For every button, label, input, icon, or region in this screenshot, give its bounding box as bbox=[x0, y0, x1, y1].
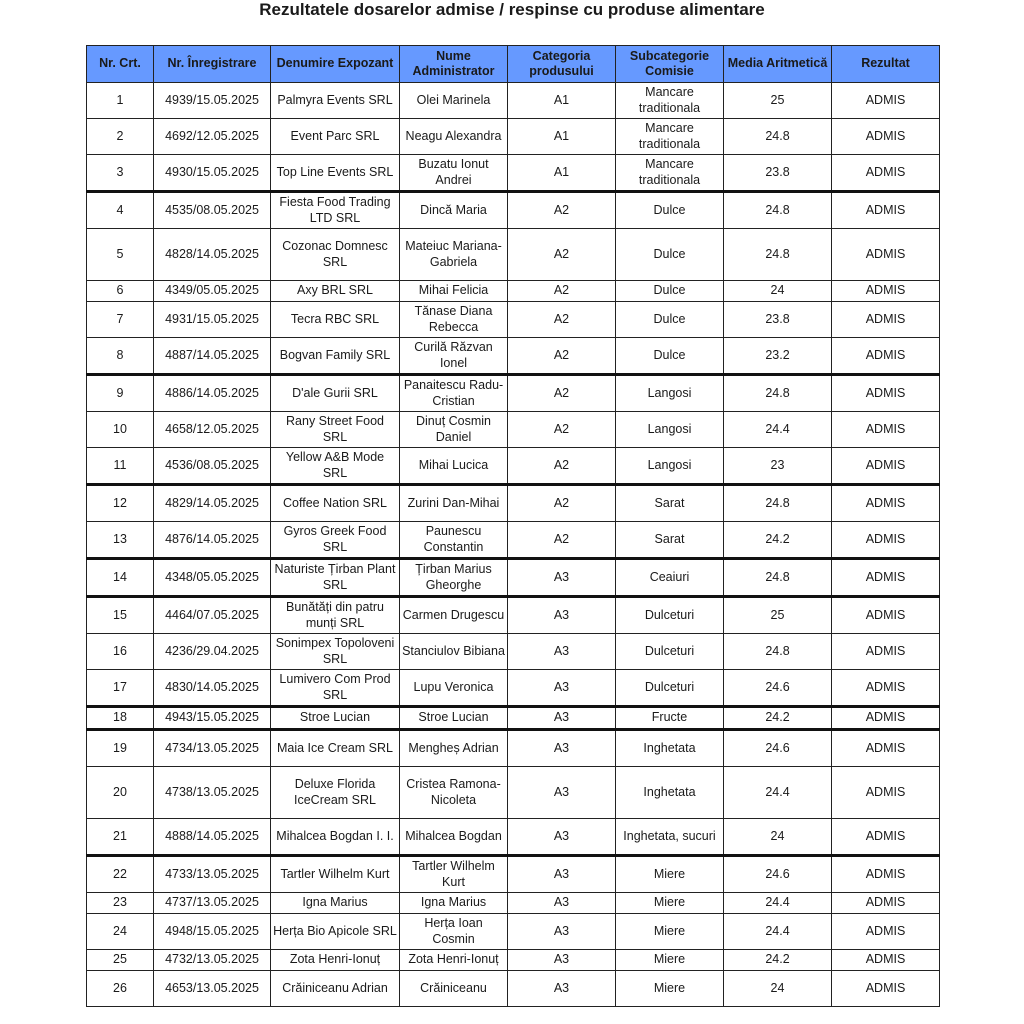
table-row bbox=[87, 83, 940, 119]
cell-nr-crt: 3 bbox=[87, 155, 154, 192]
cell-denumire-expozant: Stroe Lucian bbox=[271, 707, 400, 730]
cell-media: 24.4 bbox=[724, 412, 832, 448]
cell-rezultat: ADMIS bbox=[832, 707, 940, 730]
cell-nume-administrator: Dincă Maria bbox=[400, 192, 508, 229]
cell-nr-crt: 24 bbox=[87, 914, 154, 950]
cell-media: 25 bbox=[724, 83, 832, 119]
cell-rezultat: ADMIS bbox=[832, 559, 940, 597]
cell-subcategorie: Miere bbox=[616, 971, 724, 1007]
cell-categoria: A3 bbox=[508, 856, 616, 893]
table-row bbox=[87, 819, 940, 856]
cell-rezultat: ADMIS bbox=[832, 119, 940, 155]
cell-rezultat: ADMIS bbox=[832, 338, 940, 375]
cell-media: 24.8 bbox=[724, 229, 832, 281]
cell-nume-administrator: Mihai Lucica bbox=[400, 448, 508, 485]
table-row bbox=[87, 302, 940, 338]
cell-denumire-expozant: Gyros Greek Food SRL bbox=[271, 522, 400, 559]
cell-subcategorie: Dulceturi bbox=[616, 670, 724, 707]
cell-rezultat: ADMIS bbox=[832, 634, 940, 670]
cell-media: 24.2 bbox=[724, 707, 832, 730]
cell-nr-inregistrare: 4349/05.05.2025 bbox=[154, 281, 271, 302]
cell-categoria: A2 bbox=[508, 229, 616, 281]
cell-denumire-expozant: Event Parc SRL bbox=[271, 119, 400, 155]
cell-rezultat: ADMIS bbox=[832, 950, 940, 971]
cell-nr-crt: 20 bbox=[87, 767, 154, 819]
table-row bbox=[87, 338, 940, 375]
cell-nume-administrator: Stroe Lucian bbox=[400, 707, 508, 730]
cell-media: 23 bbox=[724, 448, 832, 485]
cell-rezultat: ADMIS bbox=[832, 412, 940, 448]
cell-subcategorie: Miere bbox=[616, 914, 724, 950]
cell-nr-inregistrare: 4653/13.05.2025 bbox=[154, 971, 271, 1007]
cell-subcategorie: Langosi bbox=[616, 375, 724, 412]
cell-nume-administrator: Țirban Marius Gheorghe bbox=[400, 559, 508, 597]
cell-subcategorie: Inghetata bbox=[616, 767, 724, 819]
cell-subcategorie: Miere bbox=[616, 893, 724, 914]
cell-nr-crt: 11 bbox=[87, 448, 154, 485]
cell-nume-administrator: Neagu Alexandra bbox=[400, 119, 508, 155]
header-nr-crt: Nr. Crt. bbox=[87, 46, 154, 83]
cell-rezultat: ADMIS bbox=[832, 730, 940, 767]
table-row bbox=[87, 412, 940, 448]
cell-categoria: A2 bbox=[508, 412, 616, 448]
table-row bbox=[87, 375, 940, 412]
cell-denumire-expozant: Crăiniceanu Adrian bbox=[271, 971, 400, 1007]
cell-nr-inregistrare: 4939/15.05.2025 bbox=[154, 83, 271, 119]
cell-nr-inregistrare: 4943/15.05.2025 bbox=[154, 707, 271, 730]
cell-media: 24.2 bbox=[724, 950, 832, 971]
cell-denumire-expozant: Bunătăți din patru munți SRL bbox=[271, 597, 400, 634]
cell-nr-crt: 15 bbox=[87, 597, 154, 634]
table-row bbox=[87, 229, 940, 281]
cell-categoria: A2 bbox=[508, 522, 616, 559]
cell-subcategorie: Sarat bbox=[616, 485, 724, 522]
cell-categoria: A3 bbox=[508, 670, 616, 707]
cell-categoria: A2 bbox=[508, 448, 616, 485]
cell-categoria: A3 bbox=[508, 634, 616, 670]
cell-denumire-expozant: Maia Ice Cream SRL bbox=[271, 730, 400, 767]
cell-subcategorie: Miere bbox=[616, 950, 724, 971]
cell-media: 24.8 bbox=[724, 634, 832, 670]
cell-denumire-expozant: Lumivero Com Prod SRL bbox=[271, 670, 400, 707]
cell-denumire-expozant: Coffee Nation SRL bbox=[271, 485, 400, 522]
cell-nume-administrator: Dinuț Cosmin Daniel bbox=[400, 412, 508, 448]
cell-categoria: A3 bbox=[508, 914, 616, 950]
cell-denumire-expozant: Axy BRL SRL bbox=[271, 281, 400, 302]
cell-categoria: A3 bbox=[508, 819, 616, 856]
cell-categoria: A1 bbox=[508, 155, 616, 192]
cell-nr-crt: 2 bbox=[87, 119, 154, 155]
cell-nr-crt: 7 bbox=[87, 302, 154, 338]
cell-denumire-expozant: Naturiste Țirban Plant SRL bbox=[271, 559, 400, 597]
cell-rezultat: ADMIS bbox=[832, 914, 940, 950]
cell-media: 23.8 bbox=[724, 155, 832, 192]
cell-nr-crt: 22 bbox=[87, 856, 154, 893]
table-row bbox=[87, 634, 940, 670]
cell-nr-crt: 13 bbox=[87, 522, 154, 559]
cell-nr-crt: 14 bbox=[87, 559, 154, 597]
results-table bbox=[86, 45, 940, 1007]
cell-nr-inregistrare: 4829/14.05.2025 bbox=[154, 485, 271, 522]
header-subcategorie-comisie: Subcategorie Comisie bbox=[616, 46, 724, 83]
cell-media: 24.8 bbox=[724, 485, 832, 522]
cell-nr-crt: 19 bbox=[87, 730, 154, 767]
cell-nr-inregistrare: 4876/14.05.2025 bbox=[154, 522, 271, 559]
cell-nume-administrator: Zurini Dan-Mihai bbox=[400, 485, 508, 522]
cell-media: 24 bbox=[724, 281, 832, 302]
cell-categoria: A3 bbox=[508, 893, 616, 914]
table-row bbox=[87, 971, 940, 1007]
cell-nr-crt: 17 bbox=[87, 670, 154, 707]
cell-nr-inregistrare: 4888/14.05.2025 bbox=[154, 819, 271, 856]
cell-nr-crt: 9 bbox=[87, 375, 154, 412]
cell-nume-administrator: Olei Marinela bbox=[400, 83, 508, 119]
cell-nume-administrator: Panaitescu Radu-Cristian bbox=[400, 375, 508, 412]
cell-denumire-expozant: Zota Henri-Ionuț bbox=[271, 950, 400, 971]
cell-media: 24 bbox=[724, 819, 832, 856]
cell-nr-inregistrare: 4886/14.05.2025 bbox=[154, 375, 271, 412]
cell-nr-inregistrare: 4658/12.05.2025 bbox=[154, 412, 271, 448]
cell-nr-inregistrare: 4536/08.05.2025 bbox=[154, 448, 271, 485]
cell-nr-crt: 6 bbox=[87, 281, 154, 302]
cell-rezultat: ADMIS bbox=[832, 819, 940, 856]
cell-media: 25 bbox=[724, 597, 832, 634]
cell-categoria: A3 bbox=[508, 971, 616, 1007]
cell-nr-inregistrare: 4738/13.05.2025 bbox=[154, 767, 271, 819]
table-row bbox=[87, 856, 940, 893]
header-media-aritmetica: Media Aritmetică bbox=[724, 46, 832, 83]
cell-subcategorie: Inghetata bbox=[616, 730, 724, 767]
cell-nr-inregistrare: 4733/13.05.2025 bbox=[154, 856, 271, 893]
cell-nume-administrator: Tănase Diana Rebecca bbox=[400, 302, 508, 338]
table-row bbox=[87, 597, 940, 634]
cell-subcategorie: Miere bbox=[616, 856, 724, 893]
cell-categoria: A2 bbox=[508, 338, 616, 375]
cell-nr-inregistrare: 4732/13.05.2025 bbox=[154, 950, 271, 971]
cell-subcategorie: Dulce bbox=[616, 338, 724, 375]
cell-subcategorie: Langosi bbox=[616, 448, 724, 485]
table-row bbox=[87, 893, 940, 914]
cell-nr-inregistrare: 4930/15.05.2025 bbox=[154, 155, 271, 192]
cell-rezultat: ADMIS bbox=[832, 302, 940, 338]
cell-denumire-expozant: Top Line Events SRL bbox=[271, 155, 400, 192]
cell-nr-crt: 8 bbox=[87, 338, 154, 375]
cell-nume-administrator: Lupu Veronica bbox=[400, 670, 508, 707]
cell-categoria: A2 bbox=[508, 485, 616, 522]
cell-categoria: A3 bbox=[508, 559, 616, 597]
cell-nume-administrator: Mengheș Adrian bbox=[400, 730, 508, 767]
table-row bbox=[87, 950, 940, 971]
cell-nr-crt: 4 bbox=[87, 192, 154, 229]
cell-denumire-expozant: D'ale Gurii SRL bbox=[271, 375, 400, 412]
cell-denumire-expozant: Igna Marius bbox=[271, 893, 400, 914]
cell-rezultat: ADMIS bbox=[832, 971, 940, 1007]
cell-nr-crt: 25 bbox=[87, 950, 154, 971]
cell-nume-administrator: Carmen Drugescu bbox=[400, 597, 508, 634]
cell-denumire-expozant: Tecra RBC SRL bbox=[271, 302, 400, 338]
cell-rezultat: ADMIS bbox=[832, 485, 940, 522]
cell-categoria: A3 bbox=[508, 707, 616, 730]
cell-nr-inregistrare: 4535/08.05.2025 bbox=[154, 192, 271, 229]
header-categoria-produsului: Categoria produsului bbox=[508, 46, 616, 83]
cell-categoria: A3 bbox=[508, 950, 616, 971]
cell-categoria: A2 bbox=[508, 192, 616, 229]
cell-subcategorie: Dulceturi bbox=[616, 634, 724, 670]
table-row bbox=[87, 767, 940, 819]
table-row bbox=[87, 485, 940, 522]
table-row bbox=[87, 522, 940, 559]
cell-nume-administrator: Igna Marius bbox=[400, 893, 508, 914]
cell-rezultat: ADMIS bbox=[832, 767, 940, 819]
header-nume-administrator: Nume Administrator bbox=[400, 46, 508, 83]
cell-categoria: A2 bbox=[508, 375, 616, 412]
cell-denumire-expozant: Mihalcea Bogdan I. I. bbox=[271, 819, 400, 856]
cell-media: 24.8 bbox=[724, 559, 832, 597]
cell-nr-crt: 5 bbox=[87, 229, 154, 281]
cell-categoria: A2 bbox=[508, 302, 616, 338]
cell-subcategorie: Dulce bbox=[616, 281, 724, 302]
cell-nume-administrator: Mihalcea Bogdan bbox=[400, 819, 508, 856]
cell-rezultat: ADMIS bbox=[832, 83, 940, 119]
cell-subcategorie: Mancare traditionala bbox=[616, 119, 724, 155]
cell-nr-inregistrare: 4692/12.05.2025 bbox=[154, 119, 271, 155]
cell-nume-administrator: Crăiniceanu bbox=[400, 971, 508, 1007]
cell-nume-administrator: Tartler Wilhelm Kurt bbox=[400, 856, 508, 893]
cell-nr-inregistrare: 4830/14.05.2025 bbox=[154, 670, 271, 707]
table-row bbox=[87, 281, 940, 302]
cell-nr-crt: 1 bbox=[87, 83, 154, 119]
cell-media: 24.8 bbox=[724, 119, 832, 155]
cell-media: 24 bbox=[724, 971, 832, 1007]
cell-media: 24.6 bbox=[724, 670, 832, 707]
table-row bbox=[87, 559, 940, 597]
cell-nr-inregistrare: 4931/15.05.2025 bbox=[154, 302, 271, 338]
cell-nr-inregistrare: 4734/13.05.2025 bbox=[154, 730, 271, 767]
cell-nr-inregistrare: 4236/29.04.2025 bbox=[154, 634, 271, 670]
table-header-row bbox=[87, 46, 940, 83]
cell-media: 23.2 bbox=[724, 338, 832, 375]
cell-rezultat: ADMIS bbox=[832, 229, 940, 281]
cell-subcategorie: Dulce bbox=[616, 192, 724, 229]
cell-nr-inregistrare: 4828/14.05.2025 bbox=[154, 229, 271, 281]
cell-nr-crt: 23 bbox=[87, 893, 154, 914]
cell-subcategorie: Inghetata, sucuri bbox=[616, 819, 724, 856]
cell-categoria: A3 bbox=[508, 730, 616, 767]
cell-nr-crt: 21 bbox=[87, 819, 154, 856]
cell-nr-inregistrare: 4737/13.05.2025 bbox=[154, 893, 271, 914]
cell-subcategorie: Mancare traditionala bbox=[616, 155, 724, 192]
cell-subcategorie: Sarat bbox=[616, 522, 724, 559]
cell-media: 24.4 bbox=[724, 893, 832, 914]
cell-media: 24.4 bbox=[724, 767, 832, 819]
cell-nr-crt: 12 bbox=[87, 485, 154, 522]
cell-media: 24.2 bbox=[724, 522, 832, 559]
cell-nr-inregistrare: 4464/07.05.2025 bbox=[154, 597, 271, 634]
cell-nr-crt: 18 bbox=[87, 707, 154, 730]
cell-nr-crt: 26 bbox=[87, 971, 154, 1007]
cell-rezultat: ADMIS bbox=[832, 597, 940, 634]
cell-media: 24.8 bbox=[724, 375, 832, 412]
cell-categoria: A1 bbox=[508, 83, 616, 119]
cell-media: 24.4 bbox=[724, 914, 832, 950]
cell-nr-inregistrare: 4348/05.05.2025 bbox=[154, 559, 271, 597]
cell-categoria: A1 bbox=[508, 119, 616, 155]
cell-nume-administrator: Curilă Răzvan Ionel bbox=[400, 338, 508, 375]
cell-subcategorie: Langosi bbox=[616, 412, 724, 448]
cell-denumire-expozant: Rany Street Food SRL bbox=[271, 412, 400, 448]
cell-subcategorie: Mancare traditionala bbox=[616, 83, 724, 119]
cell-nr-inregistrare: 4948/15.05.2025 bbox=[154, 914, 271, 950]
header-rezultat: Rezultat bbox=[832, 46, 940, 83]
cell-subcategorie: Fructe bbox=[616, 707, 724, 730]
cell-nr-inregistrare: 4887/14.05.2025 bbox=[154, 338, 271, 375]
cell-categoria: A2 bbox=[508, 281, 616, 302]
table-row bbox=[87, 192, 940, 229]
table-row bbox=[87, 119, 940, 155]
cell-categoria: A3 bbox=[508, 597, 616, 634]
cell-rezultat: ADMIS bbox=[832, 281, 940, 302]
cell-denumire-expozant: Deluxe Florida IceCream SRL bbox=[271, 767, 400, 819]
cell-media: 24.6 bbox=[724, 856, 832, 893]
cell-nume-administrator: Zota Henri-Ionuț bbox=[400, 950, 508, 971]
cell-nr-crt: 10 bbox=[87, 412, 154, 448]
table-row bbox=[87, 730, 940, 767]
cell-rezultat: ADMIS bbox=[832, 670, 940, 707]
cell-subcategorie: Ceaiuri bbox=[616, 559, 724, 597]
cell-denumire-expozant: Cozonac Domnesc SRL bbox=[271, 229, 400, 281]
cell-rezultat: ADMIS bbox=[832, 893, 940, 914]
cell-denumire-expozant: Herța Bio Apicole SRL bbox=[271, 914, 400, 950]
cell-rezultat: ADMIS bbox=[832, 192, 940, 229]
table-row bbox=[87, 155, 940, 192]
cell-nume-administrator: Buzatu Ionut Andrei bbox=[400, 155, 508, 192]
page-title: Rezultatele dosarelor admise / respinse cu produse alimentare bbox=[259, 0, 765, 19]
cell-rezultat: ADMIS bbox=[832, 155, 940, 192]
header-denumire-expozant: Denumire Expozant bbox=[271, 46, 400, 83]
cell-denumire-expozant: Fiesta Food Trading LTD SRL bbox=[271, 192, 400, 229]
table-row bbox=[87, 707, 940, 730]
cell-media: 24.6 bbox=[724, 730, 832, 767]
cell-media: 24.8 bbox=[724, 192, 832, 229]
cell-subcategorie: Dulce bbox=[616, 302, 724, 338]
cell-denumire-expozant: Palmyra Events SRL bbox=[271, 83, 400, 119]
table-row bbox=[87, 448, 940, 485]
cell-rezultat: ADMIS bbox=[832, 448, 940, 485]
cell-categoria: A3 bbox=[508, 767, 616, 819]
cell-nr-crt: 16 bbox=[87, 634, 154, 670]
cell-nume-administrator: Cristea Ramona-Nicoleta bbox=[400, 767, 508, 819]
cell-subcategorie: Dulce bbox=[616, 229, 724, 281]
cell-denumire-expozant: Yellow A&B Mode SRL bbox=[271, 448, 400, 485]
cell-nume-administrator: Paunescu Constantin bbox=[400, 522, 508, 559]
cell-denumire-expozant: Bogvan Family SRL bbox=[271, 338, 400, 375]
header-nr-inregistrare: Nr. Înregistrare bbox=[154, 46, 271, 83]
cell-media: 23.8 bbox=[724, 302, 832, 338]
cell-subcategorie: Dulceturi bbox=[616, 597, 724, 634]
table-row bbox=[87, 670, 940, 707]
table-row bbox=[87, 914, 940, 950]
cell-nume-administrator: Mateiuc Mariana-Gabriela bbox=[400, 229, 508, 281]
cell-rezultat: ADMIS bbox=[832, 856, 940, 893]
cell-nume-administrator: Herța Ioan Cosmin bbox=[400, 914, 508, 950]
cell-nume-administrator: Mihai Felicia bbox=[400, 281, 508, 302]
cell-rezultat: ADMIS bbox=[832, 375, 940, 412]
cell-rezultat: ADMIS bbox=[832, 522, 940, 559]
table-body bbox=[87, 83, 940, 1007]
cell-denumire-expozant: Sonimpex Topoloveni SRL bbox=[271, 634, 400, 670]
cell-nume-administrator: Stanciulov Bibiana bbox=[400, 634, 508, 670]
cell-denumire-expozant: Tartler Wilhelm Kurt bbox=[271, 856, 400, 893]
